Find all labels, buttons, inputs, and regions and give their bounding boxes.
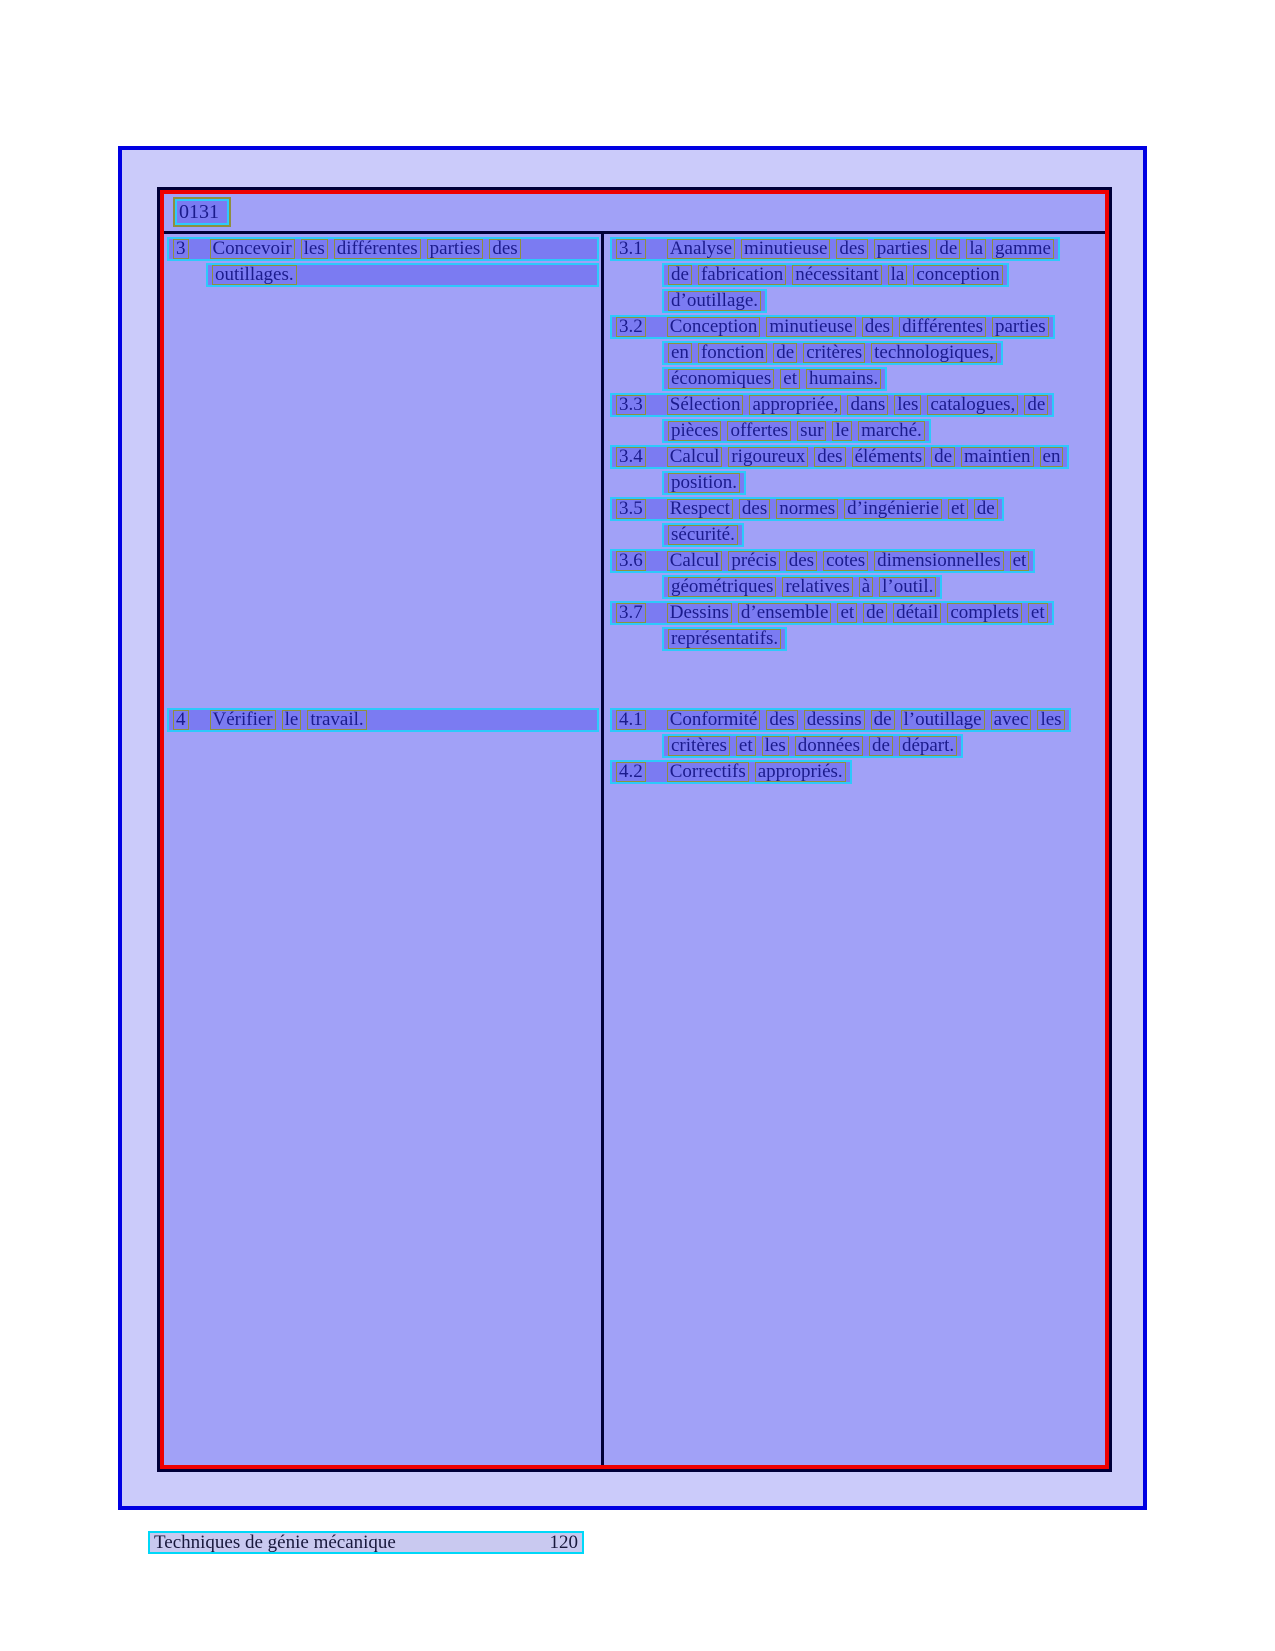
line-highlight <box>167 237 599 261</box>
word-box: minutieuse <box>741 239 830 259</box>
word-box: maintien <box>961 447 1033 467</box>
word-box: Analyse <box>667 239 735 259</box>
word-box: marché. <box>858 421 925 441</box>
line-highlight <box>167 708 599 732</box>
text-line <box>610 341 1105 365</box>
word-box: des <box>836 239 867 259</box>
line-highlight <box>662 471 746 495</box>
word-box: de <box>869 736 893 756</box>
line-highlight <box>662 263 1009 287</box>
word-box: d’ingénierie <box>844 499 942 519</box>
word-box: de <box>936 239 960 259</box>
footer-page-number: 120 <box>549 1532 578 1553</box>
criteria-item <box>610 237 1105 313</box>
left-cell <box>164 705 601 734</box>
word-box: appropriés. <box>755 762 846 782</box>
text-line <box>610 445 1105 469</box>
word-box: avec <box>991 710 1032 730</box>
item-number: 4.2 <box>616 762 646 782</box>
text-line <box>610 549 1105 573</box>
line-highlight <box>610 393 1054 417</box>
line-highlight <box>610 237 1060 261</box>
word-box: dans <box>847 395 888 415</box>
word-box: Conception <box>667 317 761 337</box>
word-box: Calcul <box>667 447 723 467</box>
word-box: normes <box>776 499 838 519</box>
word-box: l’outil. <box>879 577 936 597</box>
table-body <box>164 234 1105 1465</box>
word-box: Vérifier <box>210 710 276 730</box>
word-box: gamme <box>992 239 1054 259</box>
text-line <box>610 627 1105 651</box>
word-box: de <box>863 603 887 623</box>
word-box: en <box>1040 447 1064 467</box>
word-box: en <box>668 343 692 363</box>
word-box: nécessitant <box>792 265 881 285</box>
word-box: technologiques, <box>871 343 997 363</box>
text-line <box>610 393 1105 417</box>
word-box: et <box>1028 603 1048 623</box>
criteria-item <box>610 601 1105 651</box>
text-line <box>167 263 599 287</box>
line-highlight <box>610 549 1035 573</box>
line-highlight <box>206 263 599 287</box>
word-box: des <box>739 499 770 519</box>
text-line <box>167 237 599 261</box>
word-box: Sélection <box>667 395 744 415</box>
word-box: l’outillage <box>901 710 985 730</box>
word-box: d’ensemble <box>738 603 832 623</box>
word-box: les <box>894 395 921 415</box>
word-box: des <box>766 710 797 730</box>
line-highlight <box>662 367 887 391</box>
line-highlight <box>610 760 852 784</box>
header-code-box <box>173 197 231 227</box>
word-box: le <box>282 710 302 730</box>
word-box: géométriques <box>668 577 776 597</box>
word-box: détail <box>893 603 941 623</box>
word-box: travail. <box>307 710 366 730</box>
left-cell <box>164 234 601 289</box>
word-box: et <box>1010 551 1030 571</box>
word-box: parties <box>874 239 931 259</box>
criteria-item <box>610 549 1105 599</box>
word-box: Calcul <box>667 551 723 571</box>
criteria-item <box>610 708 1105 758</box>
word-box: de <box>974 499 998 519</box>
line-highlight <box>610 497 1004 521</box>
word-box: des <box>489 239 520 259</box>
text-line <box>610 289 1105 313</box>
text-line <box>610 471 1105 495</box>
word-box: critères <box>803 343 865 363</box>
line-highlight <box>662 289 767 313</box>
item-number: 3 <box>173 239 189 259</box>
text-line <box>610 237 1105 261</box>
word-box: les <box>762 736 789 756</box>
line-highlight <box>610 445 1069 469</box>
table-row <box>164 234 1105 653</box>
text-line <box>610 734 1105 758</box>
word-box: départ. <box>899 736 957 756</box>
criteria-item <box>610 497 1105 547</box>
line-highlight <box>662 419 931 443</box>
criteria-item <box>610 315 1105 391</box>
word-box: de <box>668 265 692 285</box>
word-box: économiques <box>668 369 774 389</box>
word-box: outillages. <box>212 265 297 285</box>
word-box: des <box>862 317 893 337</box>
item-number: 3.1 <box>616 239 646 259</box>
header-code: 0131 <box>175 199 229 225</box>
item-number: 3.6 <box>616 551 646 571</box>
column-divider <box>601 234 604 1465</box>
word-box: conception <box>913 265 1002 285</box>
item-number: 4 <box>173 710 189 730</box>
text-line <box>610 315 1105 339</box>
text-line <box>610 601 1105 625</box>
word-box: Respect <box>667 499 733 519</box>
item-number: 3.3 <box>616 395 646 415</box>
item-number: 3.7 <box>616 603 646 623</box>
word-box: différentes <box>334 239 421 259</box>
word-box: la <box>888 265 908 285</box>
word-box: représentatifs. <box>668 629 781 649</box>
word-box: des <box>786 551 817 571</box>
word-box: sur <box>797 421 826 441</box>
word-box: le <box>832 421 852 441</box>
word-box: sécurité. <box>668 525 738 545</box>
word-box: données <box>795 736 863 756</box>
line-highlight <box>662 523 744 547</box>
word-box: relatives <box>782 577 852 597</box>
word-box: fonction <box>698 343 767 363</box>
footer-title: Techniques de génie mécanique <box>154 1532 396 1553</box>
word-box: et <box>948 499 968 519</box>
word-box: des <box>814 447 845 467</box>
word-box: Concevoir <box>210 239 295 259</box>
content-table <box>157 187 1112 1472</box>
word-box: les <box>301 239 328 259</box>
line-highlight <box>662 627 787 651</box>
text-line <box>610 419 1105 443</box>
text-line <box>610 367 1105 391</box>
word-box: différentes <box>899 317 986 337</box>
word-box: pièces <box>668 421 721 441</box>
item-number: 3.4 <box>616 447 646 467</box>
table-header-row <box>164 194 1105 234</box>
line-highlight <box>662 341 1003 365</box>
word-box: et <box>736 736 756 756</box>
word-box: Conformité <box>667 710 761 730</box>
word-box: Dessins <box>667 603 732 623</box>
word-box: fabrication <box>698 265 786 285</box>
word-box: et <box>780 369 800 389</box>
right-cell <box>604 705 1105 786</box>
word-box: humains. <box>806 369 881 389</box>
criteria-item <box>610 445 1105 495</box>
item-number: 4.1 <box>616 710 646 730</box>
word-box: cotes <box>823 551 868 571</box>
word-box: Correctifs <box>667 762 749 782</box>
text-line <box>610 263 1105 287</box>
text-line <box>610 708 1105 732</box>
right-cell <box>604 234 1105 653</box>
text-line <box>610 575 1105 599</box>
word-box: position. <box>668 473 740 493</box>
text-line <box>610 497 1105 521</box>
word-box: de <box>773 343 797 363</box>
line-highlight <box>610 708 1071 732</box>
item-number: 3.5 <box>616 499 646 519</box>
word-box: complets <box>947 603 1022 623</box>
page-frame <box>118 146 1147 1510</box>
text-line <box>610 523 1105 547</box>
word-box: précis <box>728 551 779 571</box>
item-number: 3.2 <box>616 317 646 337</box>
word-box: de <box>1024 395 1048 415</box>
word-box: parties <box>992 317 1049 337</box>
criteria-item <box>610 760 1105 784</box>
text-line <box>610 760 1105 784</box>
table-row <box>164 705 1105 786</box>
word-box: d’outillage. <box>668 291 761 311</box>
criteria-item <box>610 393 1105 443</box>
word-box: éléments <box>852 447 926 467</box>
word-box: à <box>859 577 873 597</box>
content-table-inner <box>160 190 1109 1469</box>
word-box: minutieuse <box>766 317 855 337</box>
line-highlight <box>610 315 1055 339</box>
word-box: parties <box>427 239 484 259</box>
word-box: appropriée, <box>749 395 841 415</box>
word-box: et <box>837 603 857 623</box>
word-box: dessins <box>804 710 865 730</box>
line-highlight <box>662 575 942 599</box>
word-box: offertes <box>727 421 791 441</box>
word-box: les <box>1037 710 1064 730</box>
footer-bar <box>148 1531 584 1554</box>
word-box: rigoureux <box>728 447 808 467</box>
word-box: catalogues, <box>927 395 1018 415</box>
word-box: la <box>966 239 986 259</box>
word-box: de <box>871 710 895 730</box>
text-line <box>167 708 599 732</box>
word-box: dimensionnelles <box>874 551 1003 571</box>
word-box: critères <box>668 736 730 756</box>
line-highlight <box>610 601 1054 625</box>
line-highlight <box>662 734 963 758</box>
word-box: de <box>931 447 955 467</box>
